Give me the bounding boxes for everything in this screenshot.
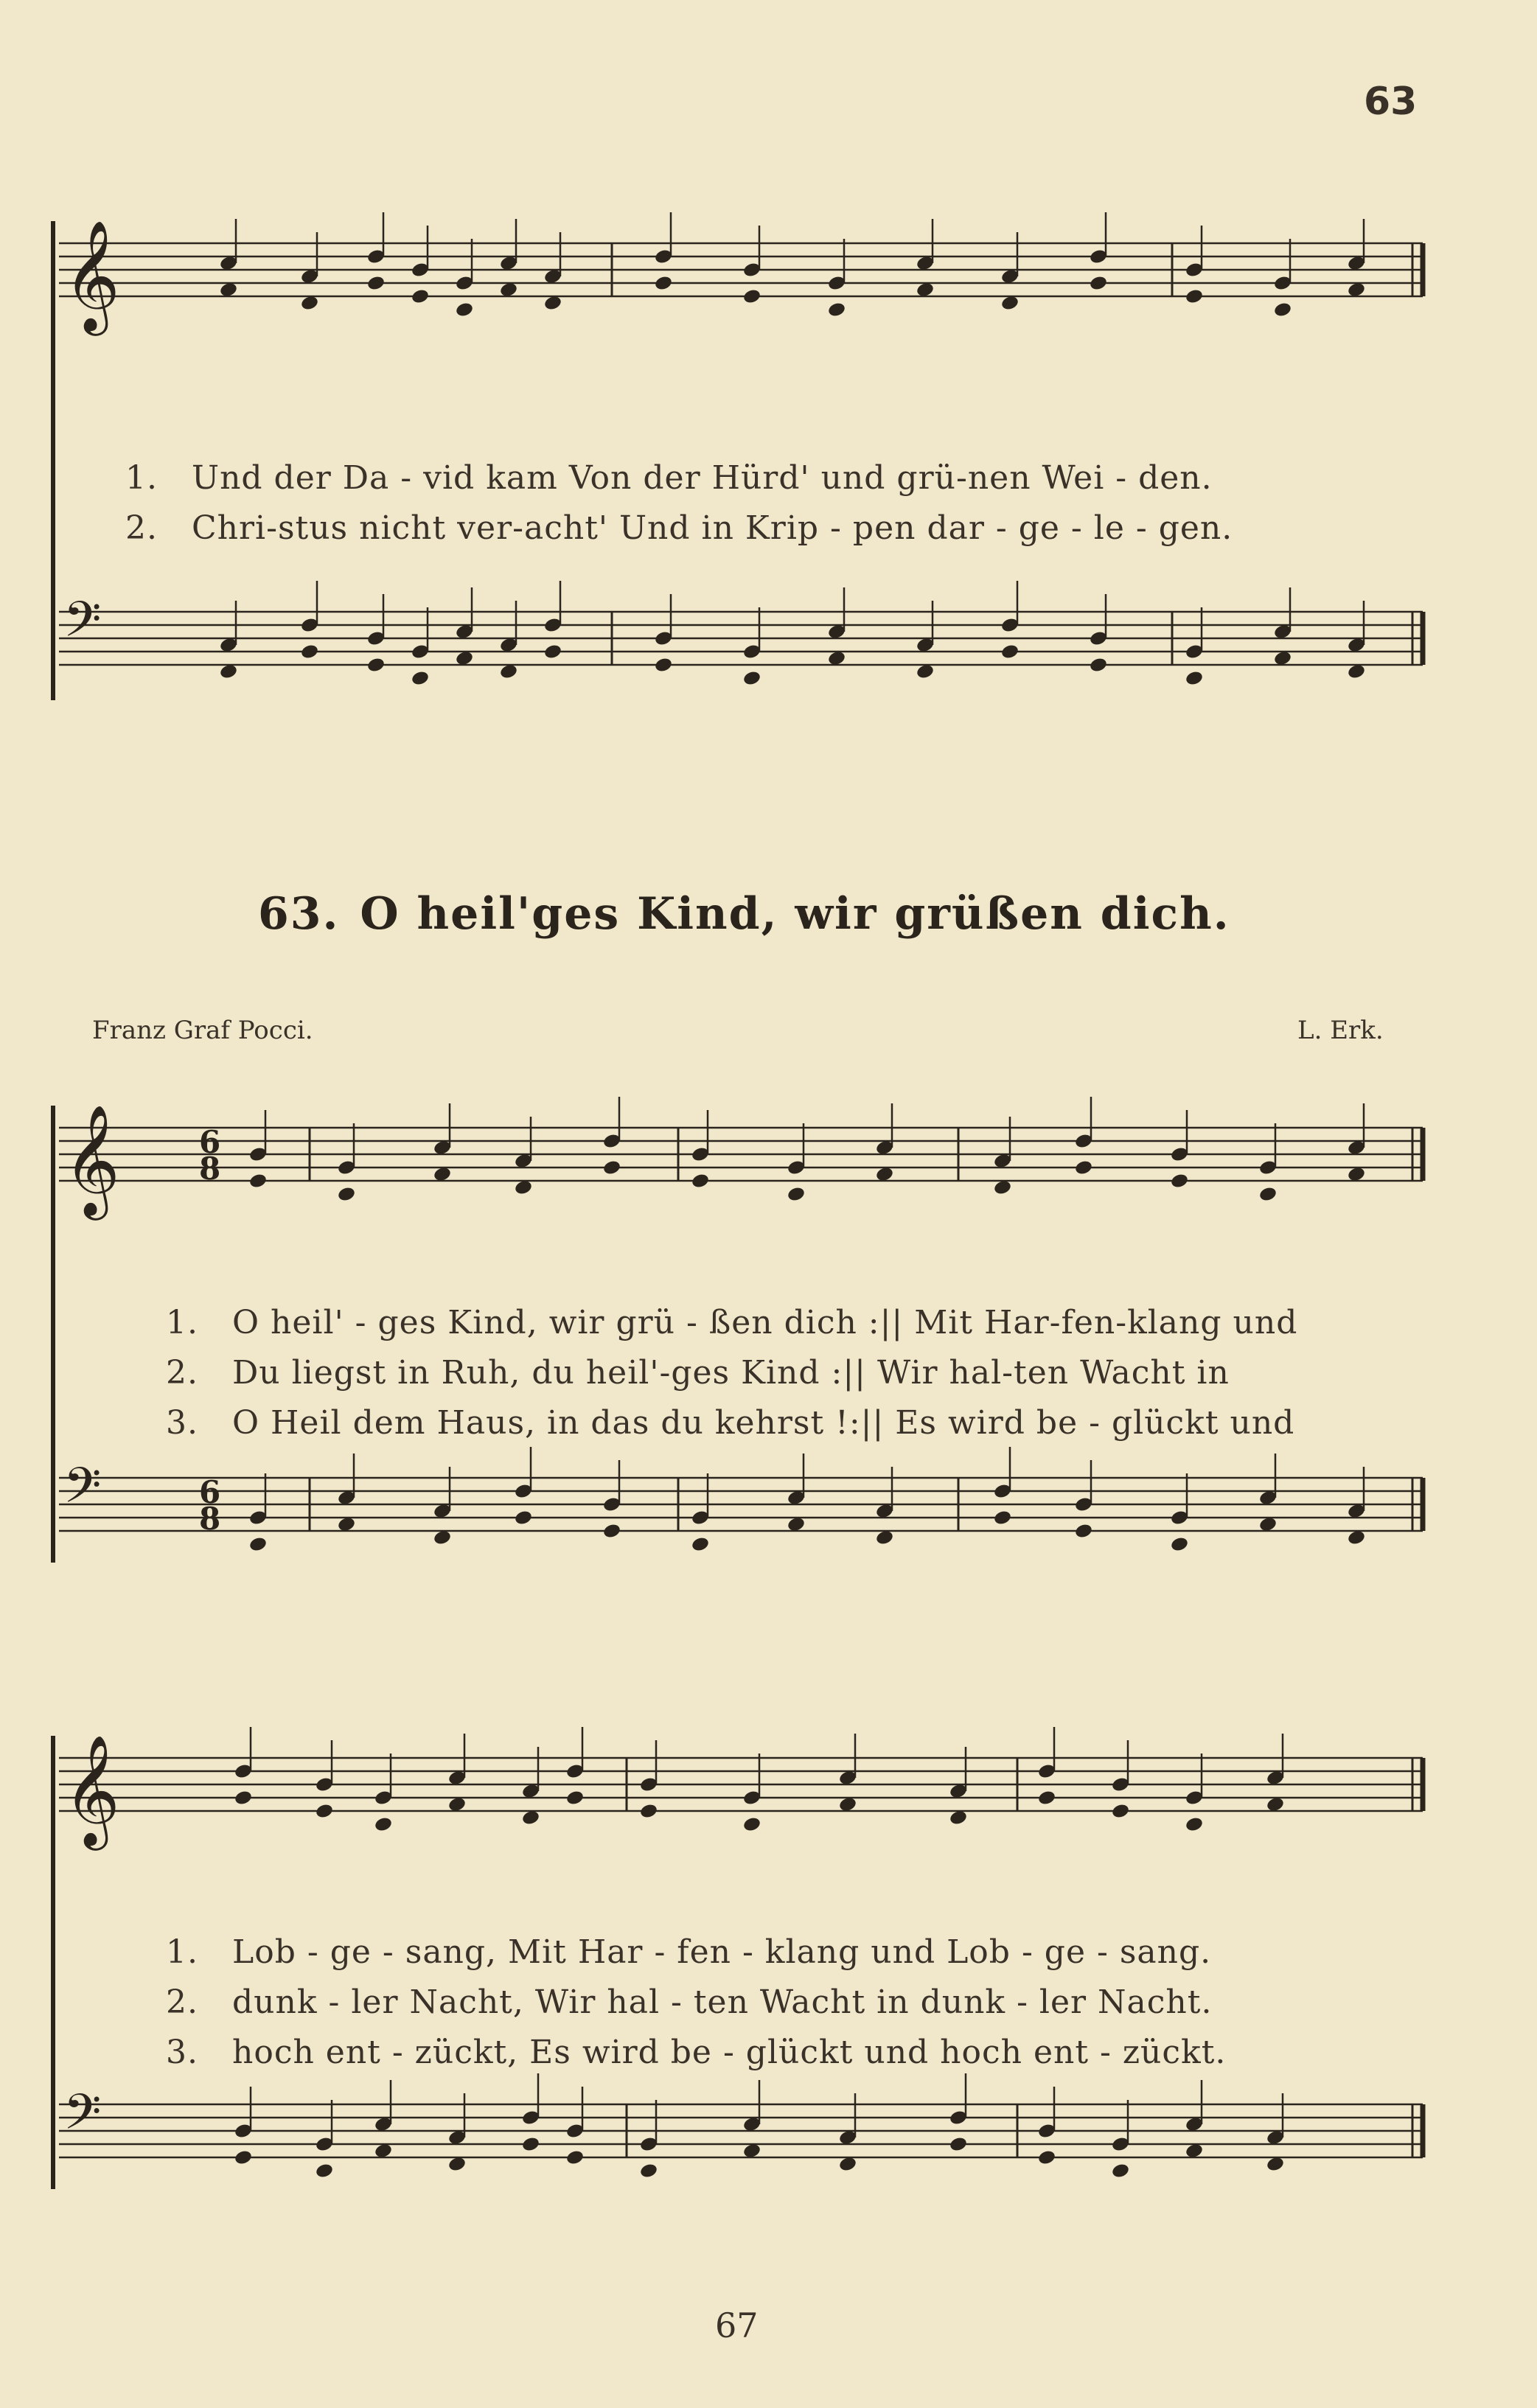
time-signature-digit: 6 [199, 1124, 221, 1160]
note-head [1074, 1523, 1093, 1540]
time-signature-digit: 8 [199, 1501, 221, 1537]
note-head [654, 275, 673, 292]
note-head [248, 1536, 268, 1553]
note-head [1170, 1173, 1189, 1190]
note-head [315, 2163, 334, 2180]
note-head [234, 1790, 253, 1807]
note-head [1273, 301, 1292, 318]
note-head [248, 1173, 268, 1190]
note-head [366, 657, 386, 674]
bass-clef-icon: 𝄢 [63, 1457, 102, 1526]
treble-clef-icon: 𝄞 [63, 1734, 120, 1846]
page-number-bottom: 67 [715, 2306, 759, 2345]
lyric-line [103, 472, 1233, 547]
note-head [521, 2136, 540, 2153]
note-head [1185, 288, 1204, 305]
time-signature-digit: 6 [199, 1474, 221, 1510]
note-head [742, 1816, 761, 1833]
lyric-line [144, 1996, 1226, 2071]
note-head [234, 2149, 253, 2166]
note-head [602, 1523, 621, 1540]
note-head [1074, 1159, 1093, 1176]
note-head [742, 670, 761, 687]
time-signature-digit: 8 [199, 1151, 221, 1187]
bass-clef-icon: 𝄢 [63, 2084, 102, 2152]
hymn-title [258, 888, 1230, 940]
note-head [374, 1816, 393, 1833]
note-head [1111, 2163, 1130, 2180]
note-head [742, 288, 761, 305]
note-head [411, 288, 430, 305]
note-head [565, 1790, 585, 1807]
note-head [691, 1536, 710, 1553]
note-head [993, 1510, 1012, 1526]
note-head [315, 1803, 334, 1820]
note-head [455, 301, 474, 318]
verse-number: 3. [165, 2034, 198, 2071]
bass-clef-icon: 𝄢 [63, 591, 102, 660]
note-head [1258, 1186, 1278, 1203]
lyric-text: O heil' - ges Kind, wir grü - ßen dich :|| Mit Har-fen-klang und [231, 1304, 1298, 1341]
lyric-text: dunk - ler Nacht, Wir hal - ten Wacht in dunk - ler Nacht. [231, 1983, 1213, 2021]
note-head [639, 1803, 658, 1820]
note-head [654, 657, 673, 674]
note-head [411, 670, 430, 687]
note-head [1089, 657, 1108, 674]
hymn-title-text: O heil'ges Kind, wir grüßen dich. [360, 888, 1230, 940]
verse-number: 1. [165, 1933, 198, 1971]
note-head [827, 301, 846, 318]
verse-number: 2. [125, 509, 158, 547]
note-head [543, 643, 562, 660]
treble-clef-icon: 𝄞 [63, 219, 120, 331]
note-head [514, 1510, 533, 1526]
note-head [1037, 2149, 1056, 2166]
note-head [1000, 643, 1020, 660]
lyric-text: Chri-stus nicht ver-acht' Und in Krip - pen dar - ge - le - gen. [191, 509, 1233, 547]
note-head [1089, 275, 1108, 292]
lyric-text: hoch ent - zückt, Es wird be - glückt und hoch ent - zückt. [231, 2034, 1227, 2071]
note-head [691, 1173, 710, 1190]
note-head [602, 1159, 621, 1176]
note-head [787, 1186, 806, 1203]
verse-number: 2. [165, 1983, 198, 2021]
note-head [565, 2149, 585, 2166]
composer-credit: Franz Graf Pocci. [92, 1016, 313, 1045]
arranger-credit: L. Erk. [1297, 1016, 1384, 1045]
lyric-text: O Heil dem Haus, in das du kehrst !:|| Es wird be - glückt und [231, 1404, 1295, 1442]
verse-number: 2. [165, 1354, 198, 1392]
note-head [1185, 1816, 1204, 1833]
verse-number: 1. [165, 1304, 198, 1341]
lyric-line [144, 1367, 1294, 1442]
note-head [1185, 670, 1204, 687]
note-head [1111, 1803, 1130, 1820]
page-number-top: 63 [1364, 80, 1418, 124]
verse-number: 1. [125, 459, 158, 497]
hymn-number: 63. [258, 888, 340, 940]
verse-number: 3. [165, 1404, 198, 1442]
treble-clef-icon: 𝄞 [63, 1103, 120, 1215]
note-head [1037, 1790, 1056, 1807]
note-head [337, 1186, 356, 1203]
lyric-text: Lob - ge - sang, Mit Har - fen - klang und Lob - ge - sang. [231, 1933, 1212, 1971]
note-head [300, 643, 319, 660]
note-head [1170, 1536, 1189, 1553]
note-head [366, 275, 386, 292]
lyric-text: Und der Da - vid kam Von der Hürd' und grü-nen Wei - den. [191, 459, 1213, 497]
note-head [949, 2136, 968, 2153]
note-head [639, 2163, 658, 2180]
lyric-text: Du liegst in Ruh, du heil'-ges Kind :|| Wir hal-ten Wacht in [231, 1354, 1230, 1392]
